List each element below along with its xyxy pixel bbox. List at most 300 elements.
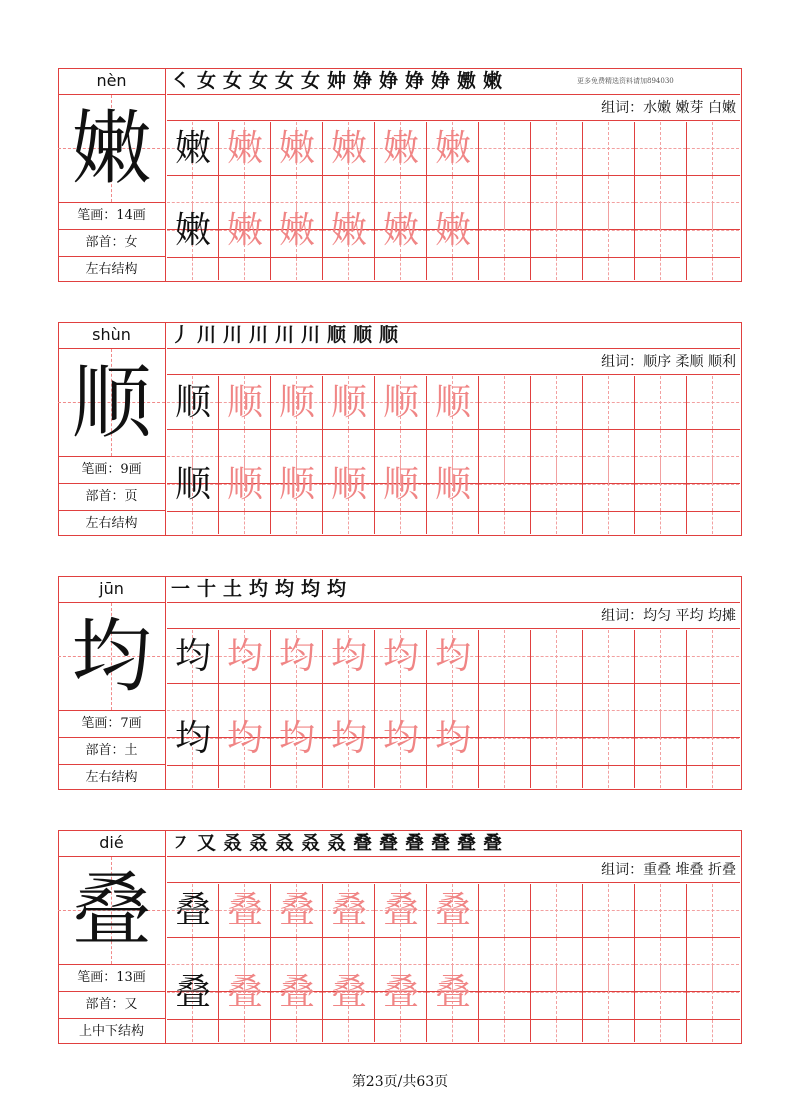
practice-cell[interactable] (167, 458, 219, 511)
practice-cell[interactable] (271, 766, 323, 788)
trace-character: 均 (278, 718, 315, 759)
practice-cell[interactable] (635, 966, 687, 1019)
practice-cell[interactable] (531, 630, 583, 683)
practice-row (167, 204, 740, 258)
trace-character: 叠 (278, 890, 315, 931)
practice-cell[interactable] (479, 376, 531, 429)
pinyin: jūn (58, 576, 165, 603)
trace-character: 均 (226, 636, 263, 677)
guide-line (712, 766, 713, 788)
guide-line (244, 512, 245, 534)
character-block (58, 68, 742, 282)
practice-cell[interactable] (271, 1020, 323, 1042)
trace-character: 叠 (330, 972, 367, 1013)
guide-line (504, 1020, 505, 1042)
stroke-step: 叠 (483, 832, 503, 854)
stroke-step: 丿 (171, 324, 191, 346)
practice-cell[interactable] (583, 630, 635, 683)
word-examples: 组词：重叠 堆叠 折叠 (167, 857, 740, 883)
model-character: 叠 (174, 890, 211, 931)
practice-cell[interactable] (583, 766, 635, 788)
word-examples: 组词：水嫩 嫩芽 白嫩 (167, 95, 740, 121)
practice-cell[interactable] (427, 258, 479, 280)
practice-cell[interactable] (323, 122, 375, 175)
practice-row (167, 712, 740, 766)
practice-cell[interactable] (323, 712, 375, 765)
pinyin: shùn (58, 322, 165, 349)
guide-line (687, 710, 739, 711)
guide-line (244, 766, 245, 788)
trace-character: 顺 (434, 464, 471, 505)
stroke-count: 笔画：13画 (58, 965, 165, 992)
practice-row (167, 376, 740, 430)
model-character: 叠 (174, 972, 211, 1013)
practice-cell[interactable] (583, 258, 635, 280)
practice-cell[interactable] (687, 122, 739, 175)
trace-character: 均 (330, 718, 367, 759)
practice-cell[interactable] (635, 376, 687, 429)
practice-cell[interactable] (271, 122, 323, 175)
practice-cell[interactable] (635, 712, 687, 765)
guide-line (556, 376, 557, 429)
practice-cell[interactable] (479, 712, 531, 765)
practice-cell[interactable] (219, 512, 271, 534)
practice-cell[interactable] (583, 712, 635, 765)
practice-cell[interactable] (635, 458, 687, 511)
practice-row (167, 512, 740, 534)
character-block (58, 322, 742, 536)
trace-character: 嫩 (278, 210, 315, 251)
guide-line (556, 630, 557, 683)
practice-cell[interactable] (219, 204, 271, 257)
trace-character: 顺 (226, 464, 263, 505)
guide-line (712, 712, 713, 765)
trace-character: 嫩 (330, 210, 367, 251)
practice-cell[interactable] (219, 630, 271, 683)
stroke-step: ㇛ (171, 70, 191, 92)
practice-cell[interactable] (531, 458, 583, 511)
stroke-step: 嫩 (483, 70, 503, 92)
practice-cell[interactable] (531, 712, 583, 765)
practice-cell[interactable] (635, 1020, 687, 1042)
practice-cell[interactable] (479, 630, 531, 683)
practice-cell[interactable] (635, 512, 687, 534)
stroke-step: 川 (249, 324, 269, 346)
guide-line (504, 122, 505, 175)
guide-line (556, 884, 557, 937)
practice-cell[interactable] (323, 766, 375, 788)
stroke-step: 叠 (431, 832, 451, 854)
trace-character: 叠 (330, 890, 367, 931)
practice-cell[interactable] (167, 884, 219, 937)
trace-character: 顺 (278, 464, 315, 505)
big-character-box (58, 603, 165, 711)
guide-line (348, 1020, 349, 1042)
practice-cell[interactable] (271, 376, 323, 429)
practice-cell[interactable] (583, 376, 635, 429)
stroke-step: 川 (275, 324, 295, 346)
practice-cell[interactable] (427, 512, 479, 534)
guide-line (712, 204, 713, 257)
stroke-step: 女 (223, 70, 243, 92)
guide-line (400, 1020, 401, 1042)
practice-cell[interactable] (479, 458, 531, 511)
big-character-box (58, 857, 165, 965)
radical: 部首：女 (58, 230, 165, 257)
practice-cell[interactable] (167, 712, 219, 765)
practice-cell[interactable] (427, 376, 479, 429)
stroke-step: 婙 (405, 70, 425, 92)
trace-character: 叠 (434, 890, 471, 931)
stroke-order-row (167, 576, 740, 603)
trace-character: 嫩 (382, 128, 419, 169)
practice-cell[interactable] (427, 766, 479, 788)
structure: 上中下结构 (78, 1024, 144, 1039)
practice-cell[interactable] (583, 966, 635, 1019)
guide-line (660, 712, 661, 765)
practice-cell[interactable] (427, 1020, 479, 1042)
info-panel (58, 830, 166, 1044)
guide-line (712, 376, 713, 429)
practice-cell[interactable] (323, 884, 375, 937)
practice-cell[interactable] (375, 966, 427, 1019)
practice-cell[interactable] (219, 122, 271, 175)
practice-cell[interactable] (323, 204, 375, 257)
practice-cell[interactable] (635, 766, 687, 788)
guide-line (712, 258, 713, 280)
practice-cell[interactable] (323, 966, 375, 1019)
character-block (58, 830, 742, 1044)
practice-cell[interactable] (479, 512, 531, 534)
guide-line (348, 258, 349, 280)
guide-line (687, 456, 739, 457)
practice-cell[interactable] (375, 630, 427, 683)
big-character-box (58, 95, 165, 203)
guide-line (712, 630, 713, 683)
practice-cell[interactable] (583, 1020, 635, 1042)
practice-cell[interactable] (375, 204, 427, 257)
stroke-order-row (167, 68, 740, 95)
trace-character: 嫩 (330, 128, 367, 169)
resource-note: 更多免费精选资料请加894030 (577, 77, 674, 85)
practice-cell[interactable] (375, 884, 427, 937)
practice-cell[interactable] (687, 204, 739, 257)
practice-cell[interactable] (479, 1020, 531, 1042)
trace-character: 嫩 (434, 128, 471, 169)
practice-cell[interactable] (271, 204, 323, 257)
practice-cell[interactable] (427, 712, 479, 765)
stroke-step: ㇇ (171, 832, 191, 854)
stroke-step: 土 (223, 578, 243, 600)
stroke-step: 叠 (379, 832, 399, 854)
practice-cell[interactable] (167, 630, 219, 683)
practice-cell[interactable] (531, 376, 583, 429)
practice-cell[interactable] (531, 512, 583, 534)
practice-cell[interactable] (635, 122, 687, 175)
practice-cell[interactable] (427, 122, 479, 175)
stroke-step: 均 (301, 578, 321, 600)
practice-cell[interactable] (323, 376, 375, 429)
practice-cell[interactable] (427, 204, 479, 257)
practice-cell[interactable] (531, 884, 583, 937)
practice-cell[interactable] (687, 884, 739, 937)
practice-cell[interactable] (531, 1020, 583, 1042)
trace-character: 叠 (226, 972, 263, 1013)
practice-cell[interactable] (167, 122, 219, 175)
stroke-step: 婙 (379, 70, 399, 92)
practice-cell[interactable] (219, 766, 271, 788)
practice-cell[interactable] (687, 458, 739, 511)
practice-cell[interactable] (635, 258, 687, 280)
stroke-step: 女 (197, 70, 217, 92)
guide-line (712, 458, 713, 511)
practice-cell[interactable] (531, 204, 583, 257)
guide-line (504, 884, 505, 937)
radical: 部首：页 (58, 484, 165, 511)
practice-cell[interactable] (687, 258, 739, 280)
practice-cell[interactable] (271, 512, 323, 534)
guide-line (296, 512, 297, 534)
practice-cell[interactable] (375, 458, 427, 511)
trace-character: 叠 (434, 972, 471, 1013)
practice-row (167, 884, 740, 938)
practice-cell[interactable] (219, 712, 271, 765)
guide-line (660, 1020, 661, 1042)
big-character: 顺 (71, 356, 152, 449)
guide-line (687, 992, 739, 993)
stroke-step: 均 (275, 578, 295, 600)
practice-cell[interactable] (583, 204, 635, 257)
practice-cell[interactable] (271, 630, 323, 683)
guide-line (687, 484, 739, 485)
practice-row (167, 766, 740, 788)
stroke-step: 叒 (301, 832, 321, 854)
practice-row (167, 630, 740, 684)
practice-cell[interactable] (167, 1020, 219, 1042)
guide-line (608, 376, 609, 429)
trace-character: 均 (382, 636, 419, 677)
practice-cell[interactable] (635, 204, 687, 257)
guide-line (452, 1020, 453, 1042)
stroke-count: 笔画：9画 (58, 457, 165, 484)
practice-cell[interactable] (479, 122, 531, 175)
guide-line (687, 964, 739, 965)
trace-character: 顺 (330, 464, 367, 505)
guide-line (348, 512, 349, 534)
practice-cell[interactable] (219, 884, 271, 937)
big-character: 嫩 (71, 102, 152, 195)
pinyin: nèn (58, 68, 165, 95)
guide-line (608, 512, 609, 534)
structure: 左右结构 (85, 516, 138, 531)
practice-cell[interactable] (687, 712, 739, 765)
guide-line (556, 712, 557, 765)
practice-row (167, 122, 740, 176)
practice-cell[interactable] (427, 458, 479, 511)
stroke-step: 婙 (353, 70, 373, 92)
guide-line (556, 458, 557, 511)
practice-cell[interactable] (219, 376, 271, 429)
practice-cell[interactable] (219, 258, 271, 280)
pinyin: dié (58, 830, 165, 857)
trace-character: 均 (382, 718, 419, 759)
practice-cell[interactable] (271, 258, 323, 280)
practice-cell[interactable] (427, 630, 479, 683)
guide-line (608, 458, 609, 511)
guide-line (556, 258, 557, 280)
structure: 左右结构 (85, 262, 138, 277)
trace-character: 叠 (278, 972, 315, 1013)
practice-cell[interactable] (583, 512, 635, 534)
trace-character: 嫩 (382, 210, 419, 251)
practice-cell[interactable] (375, 512, 427, 534)
stroke-step: 女 (249, 70, 269, 92)
practice-cell[interactable] (687, 966, 739, 1019)
guide-line (504, 966, 505, 1019)
practice-cell[interactable] (687, 1020, 739, 1042)
guide-line (244, 1020, 245, 1042)
guide-line (608, 258, 609, 280)
practice-cell[interactable] (167, 204, 219, 257)
stroke-step: 叒 (327, 832, 347, 854)
practice-cell[interactable] (479, 884, 531, 937)
trace-character: 嫩 (226, 210, 263, 251)
practice-cell[interactable] (167, 966, 219, 1019)
practice-cell[interactable] (687, 766, 739, 788)
stroke-step: 川 (223, 324, 243, 346)
practice-cell[interactable] (531, 122, 583, 175)
practice-cell[interactable] (271, 712, 323, 765)
practice-cell[interactable] (323, 458, 375, 511)
practice-cell[interactable] (375, 712, 427, 765)
practice-cell[interactable] (219, 1020, 271, 1042)
practice-cell[interactable] (167, 376, 219, 429)
guide-line (504, 630, 505, 683)
trace-character: 顺 (382, 382, 419, 423)
trace-character: 叠 (382, 890, 419, 931)
guide-line (608, 884, 609, 937)
stroke-step: 叠 (353, 832, 373, 854)
guide-line (660, 512, 661, 534)
practice-cell[interactable] (219, 458, 271, 511)
guide-line (504, 712, 505, 765)
practice-cell[interactable] (531, 258, 583, 280)
practice-cell[interactable] (687, 630, 739, 683)
practice-cell[interactable] (427, 966, 479, 1019)
guide-line (660, 630, 661, 683)
practice-cell[interactable] (323, 258, 375, 280)
guide-line (296, 1020, 297, 1042)
practice-cell[interactable] (687, 512, 739, 534)
practice-cell[interactable] (167, 766, 219, 788)
practice-row (167, 1020, 740, 1042)
practice-cell[interactable] (635, 630, 687, 683)
practice-cell[interactable] (167, 258, 219, 280)
trace-character: 顺 (434, 382, 471, 423)
guide-line (660, 204, 661, 257)
practice-cell[interactable] (271, 966, 323, 1019)
info-panel (58, 322, 166, 536)
practice-cell[interactable] (167, 512, 219, 534)
practice-cell[interactable] (323, 512, 375, 534)
practice-cell[interactable] (531, 966, 583, 1019)
guide-line (660, 258, 661, 280)
guide-line (504, 512, 505, 534)
guide-line (504, 766, 505, 788)
structure: 左右结构 (85, 770, 138, 785)
trace-character: 顺 (226, 382, 263, 423)
practice-cell[interactable] (583, 884, 635, 937)
stroke-step: 嫐 (457, 70, 477, 92)
trace-character: 均 (434, 636, 471, 677)
practice-cell[interactable] (375, 1020, 427, 1042)
practice-cell[interactable] (427, 884, 479, 937)
guide-line (608, 1020, 609, 1042)
stroke-step: 顺 (327, 324, 347, 346)
practice-cell[interactable] (375, 376, 427, 429)
practice-cell[interactable] (479, 204, 531, 257)
word-examples: 组词：顺序 柔顺 顺利 (167, 349, 740, 375)
practice-cell[interactable] (375, 122, 427, 175)
practice-cell[interactable] (375, 766, 427, 788)
trace-character: 均 (330, 636, 367, 677)
guide-line (712, 884, 713, 937)
stroke-step: 叒 (249, 832, 269, 854)
guide-line (608, 630, 609, 683)
trace-character: 叠 (226, 890, 263, 931)
guide-line (608, 966, 609, 1019)
guide-line (192, 258, 193, 280)
practice-cell[interactable] (219, 966, 271, 1019)
practice-cell[interactable] (635, 884, 687, 937)
stroke-step: 叠 (457, 832, 477, 854)
practice-cell[interactable] (479, 258, 531, 280)
guide-line (660, 376, 661, 429)
guide-line (687, 656, 739, 657)
stroke-count: 笔画：14画 (58, 203, 165, 230)
trace-character: 顺 (278, 382, 315, 423)
character-block (58, 576, 742, 790)
practice-cell[interactable] (687, 376, 739, 429)
guide-line (400, 766, 401, 788)
guide-line (687, 230, 739, 231)
practice-cell[interactable] (531, 766, 583, 788)
stroke-order-row (167, 830, 740, 857)
stroke-step: 均 (327, 578, 347, 600)
practice-cell[interactable] (583, 122, 635, 175)
guide-line (660, 884, 661, 937)
stroke-step: 十 (197, 578, 217, 600)
practice-cell[interactable] (479, 966, 531, 1019)
stroke-step: 叒 (223, 832, 243, 854)
guide-line (712, 1020, 713, 1042)
model-character: 均 (174, 636, 211, 677)
stroke-step: 顺 (379, 324, 399, 346)
guide-line (348, 766, 349, 788)
guide-line (556, 122, 557, 175)
guide-line (687, 738, 739, 739)
practice-cell[interactable] (583, 458, 635, 511)
practice-cell[interactable] (271, 884, 323, 937)
practice-row (167, 258, 740, 280)
stroke-step: 女 (275, 70, 295, 92)
practice-cell[interactable] (375, 258, 427, 280)
practice-cell[interactable] (323, 630, 375, 683)
practice-cell[interactable] (323, 1020, 375, 1042)
practice-cell[interactable] (479, 766, 531, 788)
trace-character: 嫩 (226, 128, 263, 169)
practice-cell[interactable] (271, 458, 323, 511)
